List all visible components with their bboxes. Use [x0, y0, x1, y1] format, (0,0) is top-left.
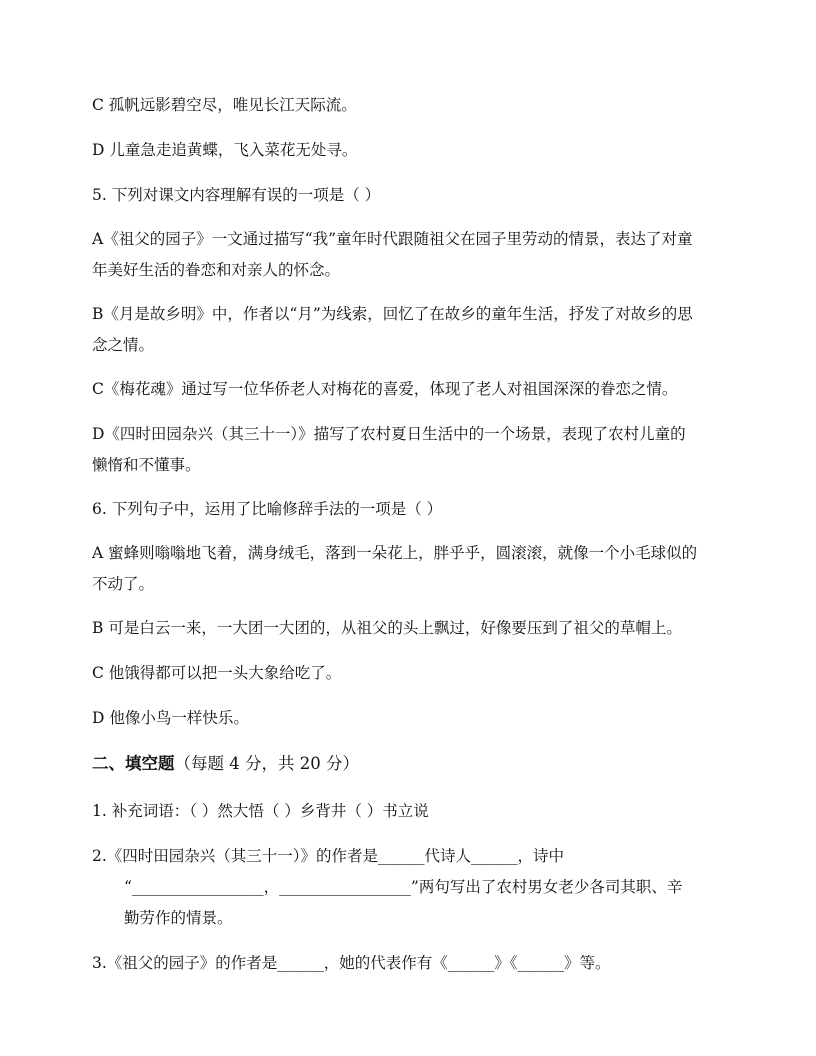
section-2-heading: 二、填空题（每题 4 分，共 20 分） [92, 754, 359, 773]
question-5-option-b: B《月是故乡明》中，作者以“月”为线索，回忆了在故乡的童年生活，抒发了对故乡的思 念之情。 [92, 305, 693, 354]
question-6-stem: 6. 下列句子中，运用了比喻修辞手法的一项是（ ） [92, 500, 443, 518]
question-4-option-c: C 孤帆远影碧空尽，唯见长江天际流。 [92, 96, 357, 114]
question-6-option-b: B 可是白云一来，一大团一大团的，从祖父的头上飘过，好像要压到了祖父的草帽上。 [92, 619, 682, 637]
fill-question-1: 1. 补充词语：（ ）然大悟（ ）乡背井（ ）书立说 [92, 802, 429, 820]
question-4-option-d: D 儿童急走追黄蝶，飞入菜花无处寻。 [92, 141, 358, 159]
question-6-option-d: D 他像小鸟一样快乐。 [92, 709, 249, 727]
question-6-option-a: A 蜜蜂则嗡嗡地飞着，满身绒毛，落到一朵花上，胖乎乎，圆滚滚，就像一个小毛球似的 不动了。 [92, 544, 698, 593]
question-5-stem: 5. 下列对课文内容理解有误的一项是（ ） [92, 186, 381, 204]
question-5-option-c: C《梅花魂》通过写一位华侨老人对梅花的喜爱，体现了老人对祖国深深的眷恋之情。 [92, 380, 678, 398]
fill-question-2: 2.《四时田园杂兴（其三十一）》的作者是______代诗人______，诗中 “_________________，_________________”两句写出了农村男女老少各司其职、辛 勤劳作的情景。 [92, 847, 683, 927]
fill-question-3: 3.《祖父的园子》的作者是______，她的代表作有《______》《______》等。 [92, 954, 611, 972]
question-5-option-d: D《四时田园杂兴（其三十一）》描写了农村夏日生活中的一个场景，表现了农村儿童的 懒惰和不懂事。 [92, 425, 686, 474]
question-6-option-c: C 他饿得都可以把一头大象给吃了。 [92, 664, 342, 682]
question-5-option-a: A《祖父的园子》一文通过描写“我”童年时代跟随祖父在园子里劳动的情景，表达了对童 年美好生活的眷恋和对亲人的怀念。 [92, 230, 693, 279]
